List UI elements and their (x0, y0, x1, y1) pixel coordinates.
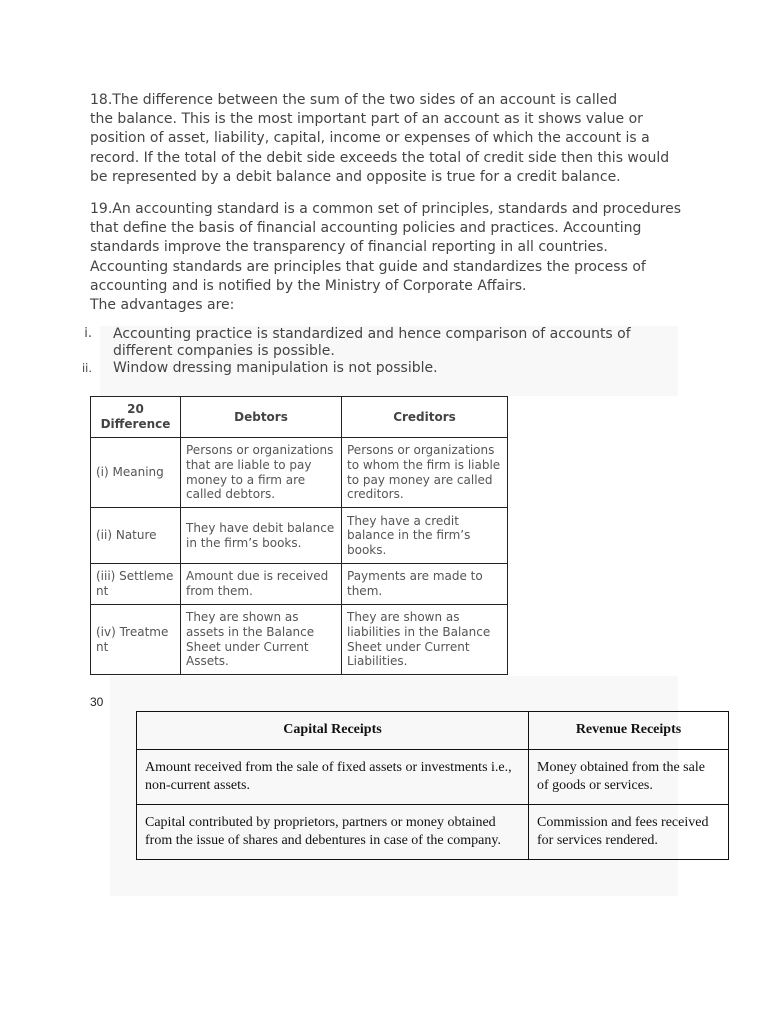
table-row (91, 605, 508, 675)
table-header: Capital Receipts (137, 712, 529, 750)
table-header-row (91, 397, 508, 438)
table-cell-basis: (ii) Nature (91, 508, 181, 564)
table-row (91, 564, 508, 605)
debtors-creditors-table (90, 396, 508, 675)
table-header: Revenue Receipts (529, 712, 729, 750)
table-row (91, 508, 508, 564)
table-header: 20 Difference (91, 397, 181, 438)
list-item (0, 326, 633, 360)
list-item (0, 360, 633, 377)
table-cell-creditors: They have a credit balance in the firm’s books. (342, 508, 508, 564)
answer-18-paragraph (90, 91, 690, 187)
table-cell-basis: (i) Meaning (91, 438, 181, 508)
text-line: 19.An accounting standard is a common set of principles, standards and procedures (90, 201, 682, 217)
question-30-label: 30 (90, 695, 104, 709)
table-cell-basis: (iii) Settlement (91, 564, 181, 605)
advantages-list (0, 326, 700, 376)
text-line: Accounting standards are principles that guide and standardizes the process of (90, 258, 646, 275)
table-cell-basis: (iv) Treatment (91, 605, 181, 675)
table-cell-debtors: Amount due is received from them. (181, 564, 342, 605)
text-line: 18.The difference between the sum of the two sides of an account is called (90, 92, 618, 108)
table-cell-creditors: Payments are made to them. (342, 564, 508, 605)
table-cell-capital: Amount received from the sale of fixed assets or investments i.e., non-current assets. (137, 750, 529, 805)
table-header-row (137, 712, 729, 750)
text-line: that define the basis of financial accounting policies and practices. Accounting (90, 220, 642, 237)
table-cell-debtors: They have debit balance in the firm’s books. (181, 508, 342, 564)
table-cell-capital: Capital contributed by proprietors, partners or money obtained from the issue of shares and debentures in case of the company. (137, 805, 529, 860)
table-row (91, 438, 508, 508)
text-line: standards improve the transparency of financial reporting in all countries. (90, 239, 608, 256)
advantages-heading: The advantages are: (90, 297, 235, 314)
text-line: record. If the total of the debit side exceeds the total of credit side then this would (90, 149, 670, 166)
table-cell-revenue: Money obtained from the sale of goods or services. (529, 750, 729, 805)
table-cell-creditors: They are shown as liabilities in the Balance Sheet under Current Liabilities. (342, 605, 508, 675)
table-cell-revenue: Commission and fees received for services rendered. (529, 805, 729, 860)
answer-19-paragraph (90, 200, 690, 315)
text-line: position of asset, liability, capital, income or expenses of which the account is a (90, 130, 650, 147)
list-item-text: Accounting practice is standardized and hence comparison of accounts of different companies is possible. (113, 326, 631, 359)
capital-revenue-receipts-table (136, 711, 729, 860)
table-cell-creditors: Persons or organizations to whom the firm is liable to pay money are called creditors. (342, 438, 508, 508)
table-row (137, 805, 729, 860)
text-line: be represented by a debit balance and opposite is true for a credit balance. (90, 168, 621, 185)
list-number: i. (84, 326, 92, 341)
table-cell-debtors: They are shown as assets in the Balance Sheet under Current Assets. (181, 605, 342, 675)
list-item-text: Window dressing manipulation is not possible. (113, 359, 438, 376)
table-cell-debtors: Persons or organizations that are liable to pay money to a firm are called debtors. (181, 438, 342, 508)
text-line: the balance. This is the most important part of an account as it shows value or (90, 111, 643, 128)
list-number: ii. (81, 360, 92, 375)
table-header: Debtors (181, 397, 342, 438)
table-header: Creditors (342, 397, 508, 438)
text-line: accounting and is notified by the Ministry of Corporate Affairs. (90, 277, 527, 294)
table-row (137, 750, 729, 805)
